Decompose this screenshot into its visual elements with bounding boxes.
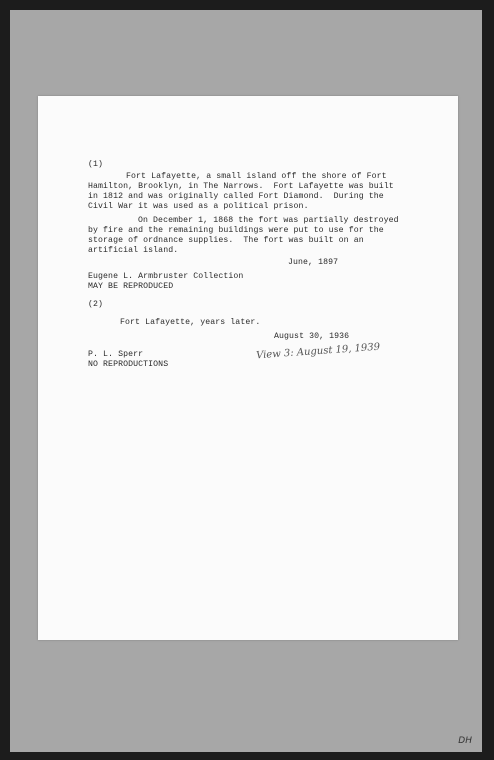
section-2-number: (2) [88,300,104,309]
section-2-rights: NO REPRODUCTIONS [88,360,169,369]
para1-line4: Civil War it was used as a political prison. [88,202,309,211]
para1-line3: in 1812 and was originally called Fort Diamond. During the [88,192,384,201]
photographer-name: P. L. Sperr [88,350,144,359]
section-2-date: August 30, 1936 [274,332,350,341]
section-1-date: June, 1897 [288,258,339,267]
section-1-number: (1) [88,160,104,169]
section-2-caption: Fort Lafayette, years later. [120,318,261,327]
para2-line2: by fire and the remaining buildings were put to use for the [88,226,384,235]
corner-mark: DH [458,736,472,746]
para2-line1: On December 1, 1868 the fort was partially destroyed [138,216,399,225]
collection-name: Eugene L. Armbruster Collection [88,272,244,281]
para1-line1: Fort Lafayette, a small island off the shore of Fort [126,172,387,181]
section-1-rights: MAY BE REPRODUCED [88,282,174,291]
typed-page [38,96,458,640]
handwritten-note: View 3: August 19, 1939 [255,341,381,362]
para2-line3: storage of ordnance supplies. The fort was built on an [88,236,364,245]
para1-line2: Hamilton, Brooklyn, in The Narrows. Fort Lafayette was built [88,182,394,191]
para2-line4: artificial island. [88,246,179,255]
